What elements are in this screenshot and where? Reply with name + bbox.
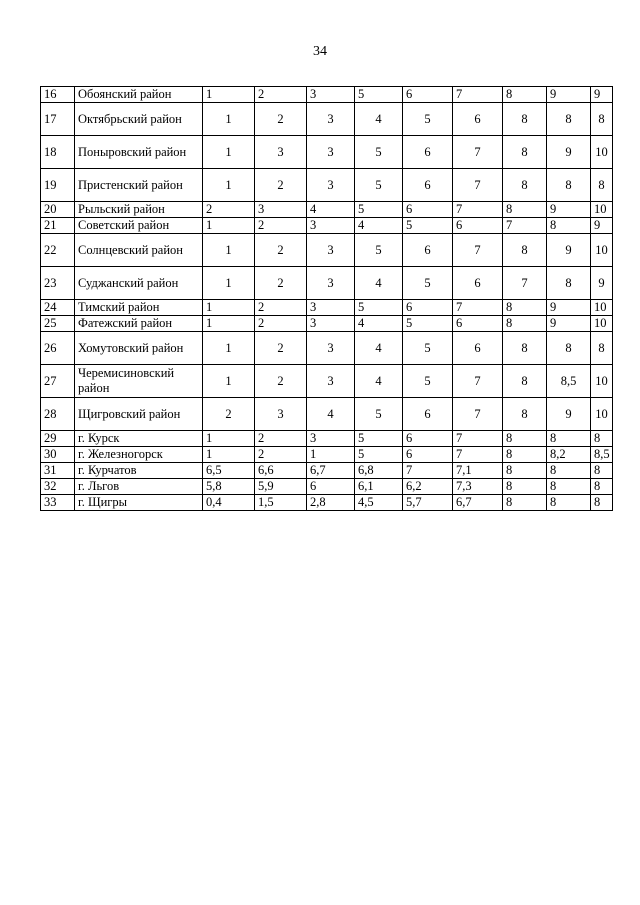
value-cell: 7 xyxy=(453,365,503,398)
page-number: 34 xyxy=(313,44,327,59)
value-cell: 4 xyxy=(355,218,403,234)
value-cell: 5 xyxy=(403,365,453,398)
value-cell: 8,5 xyxy=(591,447,613,463)
value-cell: 2 xyxy=(255,103,307,136)
value-cell: 8 xyxy=(591,463,613,479)
value-cell: 4 xyxy=(307,202,355,218)
value-cell: 6,7 xyxy=(307,463,355,479)
value-cell: 2 xyxy=(255,316,307,332)
value-cell: 10 xyxy=(591,234,613,267)
value-cell: 7,3 xyxy=(453,479,503,495)
value-cell: 8 xyxy=(503,136,547,169)
value-cell: 8 xyxy=(503,431,547,447)
row-number-cell: 19 xyxy=(41,169,75,202)
value-cell: 9 xyxy=(547,87,591,103)
data-table xyxy=(40,86,613,511)
table-row xyxy=(41,332,613,365)
row-number-cell: 21 xyxy=(41,218,75,234)
table-row xyxy=(41,103,613,136)
row-number-cell: 22 xyxy=(41,234,75,267)
table-body xyxy=(41,87,613,511)
table-row xyxy=(41,218,613,234)
value-cell: 10 xyxy=(591,202,613,218)
value-cell: 3 xyxy=(307,169,355,202)
value-cell: 2 xyxy=(255,234,307,267)
value-cell: 8 xyxy=(547,463,591,479)
value-cell: 10 xyxy=(591,365,613,398)
district-name-cell: Тимский район xyxy=(75,300,203,316)
table-row xyxy=(41,365,613,398)
value-cell: 0,4 xyxy=(203,495,255,511)
table-row xyxy=(41,398,613,431)
value-cell: 3 xyxy=(255,136,307,169)
value-cell: 7 xyxy=(453,136,503,169)
value-cell: 2 xyxy=(255,447,307,463)
value-cell: 8 xyxy=(503,103,547,136)
value-cell: 9 xyxy=(547,136,591,169)
value-cell: 5 xyxy=(355,136,403,169)
district-name-cell: г. Курчатов xyxy=(75,463,203,479)
value-cell: 5,9 xyxy=(255,479,307,495)
value-cell: 8 xyxy=(547,169,591,202)
value-cell: 2 xyxy=(255,332,307,365)
value-cell: 8,5 xyxy=(547,365,591,398)
value-cell: 7 xyxy=(453,202,503,218)
row-number-cell: 33 xyxy=(41,495,75,511)
value-cell: 1 xyxy=(203,169,255,202)
value-cell: 1 xyxy=(203,332,255,365)
value-cell: 8 xyxy=(503,316,547,332)
value-cell: 8 xyxy=(503,332,547,365)
value-cell: 6 xyxy=(453,332,503,365)
table-row xyxy=(41,136,613,169)
value-cell: 1 xyxy=(203,267,255,300)
value-cell: 7 xyxy=(453,398,503,431)
value-cell: 8 xyxy=(503,365,547,398)
value-cell: 6 xyxy=(307,479,355,495)
table-row xyxy=(41,234,613,267)
value-cell: 8 xyxy=(547,495,591,511)
value-cell: 9 xyxy=(547,316,591,332)
value-cell: 8 xyxy=(547,218,591,234)
row-number-cell: 27 xyxy=(41,365,75,398)
table-row xyxy=(41,463,613,479)
value-cell: 1 xyxy=(203,431,255,447)
value-cell: 3 xyxy=(307,267,355,300)
district-name-cell: Солнцевский район xyxy=(75,234,203,267)
value-cell: 8 xyxy=(503,479,547,495)
value-cell: 8 xyxy=(503,463,547,479)
value-cell: 5 xyxy=(355,202,403,218)
value-cell: 8 xyxy=(503,398,547,431)
value-cell: 8 xyxy=(547,479,591,495)
value-cell: 3 xyxy=(307,234,355,267)
value-cell: 6 xyxy=(403,87,453,103)
value-cell: 1,5 xyxy=(255,495,307,511)
value-cell: 3 xyxy=(307,218,355,234)
value-cell: 5 xyxy=(355,447,403,463)
row-number-cell: 16 xyxy=(41,87,75,103)
value-cell: 8 xyxy=(591,479,613,495)
value-cell: 6,2 xyxy=(403,479,453,495)
value-cell: 9 xyxy=(591,267,613,300)
value-cell: 5 xyxy=(355,398,403,431)
value-cell: 8,2 xyxy=(547,447,591,463)
district-name-cell: Фатежский район xyxy=(75,316,203,332)
table-row xyxy=(41,267,613,300)
district-name-cell: Октябрьский район xyxy=(75,103,203,136)
table-row xyxy=(41,169,613,202)
value-cell: 7 xyxy=(453,87,503,103)
district-name-cell: г. Железногорск xyxy=(75,447,203,463)
table-row xyxy=(41,316,613,332)
value-cell: 1 xyxy=(203,365,255,398)
table-row xyxy=(41,87,613,103)
value-cell: 7 xyxy=(453,431,503,447)
row-number-cell: 29 xyxy=(41,431,75,447)
value-cell: 5 xyxy=(355,169,403,202)
value-cell: 5 xyxy=(355,300,403,316)
table-row xyxy=(41,300,613,316)
row-number-cell: 31 xyxy=(41,463,75,479)
value-cell: 1 xyxy=(203,103,255,136)
district-name-cell: Щигровский район xyxy=(75,398,203,431)
value-cell: 7 xyxy=(453,169,503,202)
district-name-cell: г. Курск xyxy=(75,431,203,447)
row-number-cell: 25 xyxy=(41,316,75,332)
value-cell: 3 xyxy=(307,136,355,169)
row-number-cell: 18 xyxy=(41,136,75,169)
value-cell: 1 xyxy=(203,234,255,267)
row-number-cell: 32 xyxy=(41,479,75,495)
value-cell: 8 xyxy=(503,300,547,316)
value-cell: 6 xyxy=(403,234,453,267)
value-cell: 6 xyxy=(403,136,453,169)
value-cell: 3 xyxy=(307,316,355,332)
row-number-cell: 23 xyxy=(41,267,75,300)
value-cell: 9 xyxy=(547,300,591,316)
value-cell: 7 xyxy=(453,447,503,463)
value-cell: 7 xyxy=(503,267,547,300)
value-cell: 2 xyxy=(255,267,307,300)
value-cell: 4 xyxy=(355,316,403,332)
value-cell: 6 xyxy=(453,218,503,234)
value-cell: 8 xyxy=(591,431,613,447)
value-cell: 9 xyxy=(547,202,591,218)
row-number-cell: 26 xyxy=(41,332,75,365)
value-cell: 5,7 xyxy=(403,495,453,511)
value-cell: 10 xyxy=(591,136,613,169)
row-number-cell: 20 xyxy=(41,202,75,218)
value-cell: 6 xyxy=(403,398,453,431)
value-cell: 8 xyxy=(547,431,591,447)
value-cell: 1 xyxy=(203,218,255,234)
value-cell: 6 xyxy=(453,103,503,136)
value-cell: 5 xyxy=(403,267,453,300)
value-cell: 9 xyxy=(591,218,613,234)
district-name-cell: Рыльский район xyxy=(75,202,203,218)
value-cell: 8 xyxy=(503,87,547,103)
value-cell: 8 xyxy=(547,267,591,300)
district-name-cell: Обоянский район xyxy=(75,87,203,103)
value-cell: 5 xyxy=(355,87,403,103)
value-cell: 6 xyxy=(403,447,453,463)
table-row xyxy=(41,447,613,463)
value-cell: 4 xyxy=(307,398,355,431)
value-cell: 3 xyxy=(307,300,355,316)
value-cell: 2 xyxy=(203,398,255,431)
value-cell: 7 xyxy=(503,218,547,234)
district-name-cell: Суджанский район xyxy=(75,267,203,300)
value-cell: 5 xyxy=(403,332,453,365)
value-cell: 3 xyxy=(307,365,355,398)
value-cell: 6 xyxy=(403,169,453,202)
district-name-cell: Хомутовский район xyxy=(75,332,203,365)
value-cell: 5,8 xyxy=(203,479,255,495)
value-cell: 8 xyxy=(591,495,613,511)
district-name-cell: Пристенский район xyxy=(75,169,203,202)
value-cell: 8 xyxy=(547,332,591,365)
value-cell: 3 xyxy=(255,202,307,218)
table-row xyxy=(41,495,613,511)
value-cell: 1 xyxy=(203,136,255,169)
value-cell: 1 xyxy=(203,447,255,463)
value-cell: 10 xyxy=(591,316,613,332)
value-cell: 7 xyxy=(453,234,503,267)
district-name-cell: Поныровский район xyxy=(75,136,203,169)
value-cell: 10 xyxy=(591,300,613,316)
value-cell: 5 xyxy=(403,218,453,234)
district-name-cell: Советский район xyxy=(75,218,203,234)
value-cell: 2 xyxy=(255,431,307,447)
value-cell: 2 xyxy=(255,300,307,316)
value-cell: 8 xyxy=(547,103,591,136)
value-cell: 4 xyxy=(355,365,403,398)
table-row xyxy=(41,431,613,447)
value-cell: 8 xyxy=(503,447,547,463)
value-cell: 1 xyxy=(307,447,355,463)
value-cell: 2 xyxy=(255,87,307,103)
value-cell: 8 xyxy=(591,332,613,365)
value-cell: 6,7 xyxy=(453,495,503,511)
district-name-cell: Черемисиновский район xyxy=(75,365,203,398)
value-cell: 9 xyxy=(591,87,613,103)
value-cell: 6,8 xyxy=(355,463,403,479)
value-cell: 6,6 xyxy=(255,463,307,479)
row-number-cell: 30 xyxy=(41,447,75,463)
value-cell: 3 xyxy=(307,87,355,103)
value-cell: 8 xyxy=(503,202,547,218)
value-cell: 5 xyxy=(355,431,403,447)
value-cell: 8 xyxy=(503,495,547,511)
value-cell: 9 xyxy=(547,398,591,431)
district-name-cell: г. Щигры xyxy=(75,495,203,511)
row-number-cell: 24 xyxy=(41,300,75,316)
row-number-cell: 28 xyxy=(41,398,75,431)
value-cell: 5 xyxy=(403,103,453,136)
table-row xyxy=(41,202,613,218)
value-cell: 7 xyxy=(453,300,503,316)
value-cell: 5 xyxy=(355,234,403,267)
value-cell: 3 xyxy=(307,332,355,365)
value-cell: 4,5 xyxy=(355,495,403,511)
district-name-cell: г. Льгов xyxy=(75,479,203,495)
value-cell: 6 xyxy=(403,202,453,218)
value-cell: 2 xyxy=(255,365,307,398)
value-cell: 1 xyxy=(203,87,255,103)
value-cell: 9 xyxy=(547,234,591,267)
value-cell: 6 xyxy=(403,300,453,316)
value-cell: 2 xyxy=(203,202,255,218)
value-cell: 7 xyxy=(403,463,453,479)
value-cell: 1 xyxy=(203,300,255,316)
value-cell: 4 xyxy=(355,267,403,300)
value-cell: 10 xyxy=(591,398,613,431)
table-row xyxy=(41,479,613,495)
value-cell: 6 xyxy=(403,431,453,447)
value-cell: 8 xyxy=(591,169,613,202)
value-cell: 7,1 xyxy=(453,463,503,479)
value-cell: 2,8 xyxy=(307,495,355,511)
value-cell: 4 xyxy=(355,332,403,365)
value-cell: 8 xyxy=(591,103,613,136)
value-cell: 2 xyxy=(255,169,307,202)
value-cell: 6 xyxy=(453,267,503,300)
value-cell: 6 xyxy=(453,316,503,332)
value-cell: 2 xyxy=(255,218,307,234)
value-cell: 1 xyxy=(203,316,255,332)
row-number-cell: 17 xyxy=(41,103,75,136)
value-cell: 6,1 xyxy=(355,479,403,495)
value-cell: 5 xyxy=(403,316,453,332)
value-cell: 8 xyxy=(503,169,547,202)
value-cell: 3 xyxy=(307,103,355,136)
value-cell: 3 xyxy=(307,431,355,447)
value-cell: 8 xyxy=(503,234,547,267)
value-cell: 6,5 xyxy=(203,463,255,479)
value-cell: 3 xyxy=(255,398,307,431)
value-cell: 4 xyxy=(355,103,403,136)
